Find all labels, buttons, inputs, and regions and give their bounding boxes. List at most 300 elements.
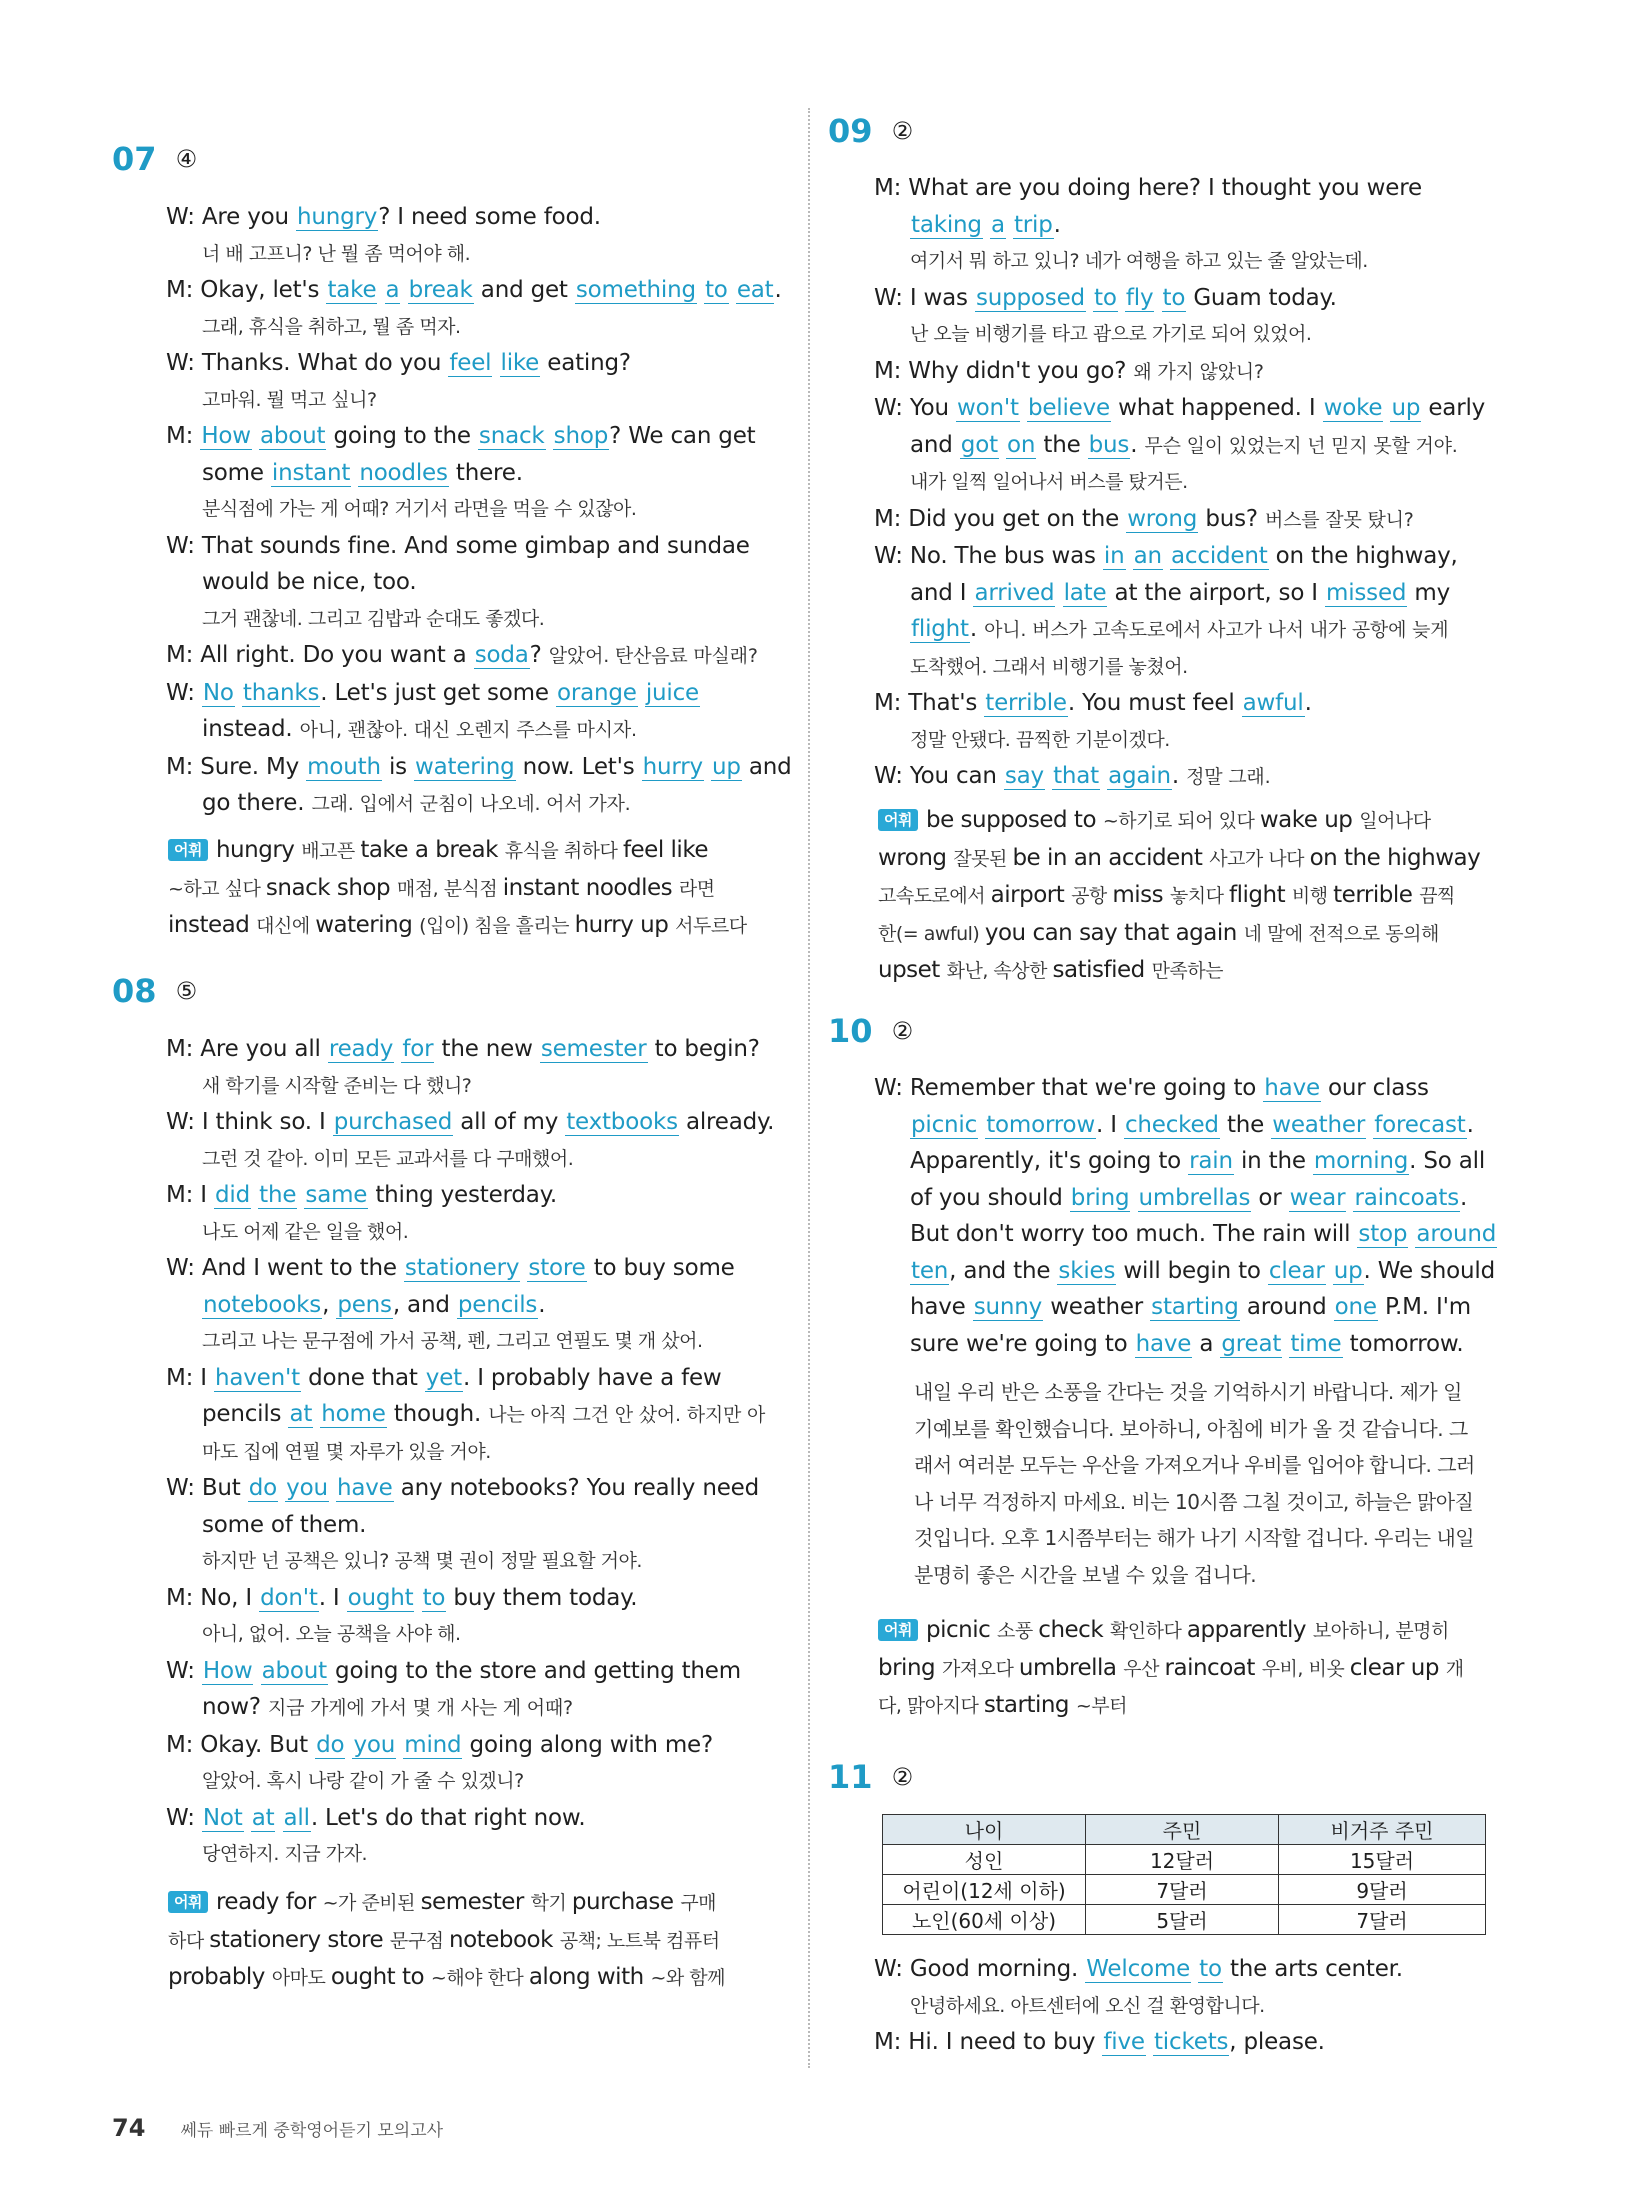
text-segment: raincoat bbox=[1164, 1654, 1262, 1681]
dialogue-line bbox=[874, 501, 1485, 539]
vocab-line bbox=[878, 915, 1480, 953]
text-segment bbox=[329, 1475, 336, 1501]
dialogue-line bbox=[166, 1396, 774, 1434]
text-segment: clear up bbox=[1349, 1654, 1446, 1681]
answer-blank: forecast bbox=[1374, 1111, 1466, 1138]
text-segment bbox=[492, 350, 499, 376]
text-segment: pencils bbox=[202, 1401, 289, 1427]
text-segment: 난 오늘 비행기를 타고 괌으로 가기로 되어 있었어. bbox=[910, 323, 1312, 345]
answer-blank: bring bbox=[1070, 1184, 1130, 1211]
text-segment: ? I need some food. bbox=[378, 204, 601, 230]
translation-line bbox=[166, 1323, 774, 1360]
table-row bbox=[883, 1845, 1486, 1875]
text-segment bbox=[1086, 285, 1093, 311]
table-row bbox=[883, 1905, 1486, 1935]
text-segment: starting bbox=[983, 1692, 1076, 1718]
answer-blank: that bbox=[1053, 763, 1099, 789]
text-segment: of you should bbox=[910, 1184, 1070, 1211]
text-segment: . I bbox=[318, 1584, 347, 1611]
answer-blank: terrible bbox=[985, 690, 1067, 716]
text-segment: instead bbox=[168, 912, 257, 938]
question-10-vocab bbox=[878, 1612, 1464, 1725]
text-segment: thing yesterday. bbox=[368, 1182, 557, 1208]
text-segment: 그리고 나는 문구점에 가서 공책, 펜, 그리고 연필도 몇 개 샀어. bbox=[202, 1330, 703, 1352]
question-07-dialogue bbox=[166, 199, 792, 823]
text-segment: in the bbox=[1233, 1148, 1313, 1174]
answer-blank: checked bbox=[1124, 1111, 1219, 1138]
translation-line: 내일 우리 반은 소풍을 간다는 것을 기억하시기 바랍니다. 제가 일 bbox=[914, 1380, 1462, 1404]
text-segment bbox=[1055, 580, 1062, 606]
answer-blank: notebooks bbox=[203, 1291, 322, 1318]
translation-line: 분명히 좋은 시간을 보낼 수 있을 겁니다. bbox=[914, 1562, 1257, 1587]
korean-text: 아니, 괜찮아. 대신 오렌지 주스를 마시자. bbox=[299, 719, 637, 741]
table-cell: 어린이(12세 이하) bbox=[883, 1875, 1086, 1905]
korean-text: 학기 bbox=[530, 1892, 572, 1914]
text-segment: and get bbox=[473, 277, 575, 303]
text-segment: already. bbox=[678, 1109, 775, 1135]
text-segment bbox=[638, 680, 645, 706]
text-segment: on the highway, bbox=[1268, 543, 1458, 569]
translation-line bbox=[166, 1214, 774, 1251]
korean-text: 놓치다 bbox=[1169, 885, 1230, 907]
text-segment: have bbox=[910, 1294, 973, 1320]
dialogue-line bbox=[874, 170, 1485, 207]
answer-blank: for bbox=[402, 1036, 434, 1062]
text-segment: take a break bbox=[360, 837, 505, 863]
answer-blank: take bbox=[327, 277, 377, 303]
table-header-cell: 주민 bbox=[1086, 1815, 1279, 1845]
korean-text: ~하고 싶다 bbox=[168, 877, 266, 900]
vocab-line bbox=[878, 952, 1480, 990]
text-segment: around bbox=[1239, 1294, 1334, 1320]
dialogue-line bbox=[874, 758, 1485, 796]
question-08-header bbox=[112, 972, 197, 1016]
text-segment: ? We can get bbox=[609, 423, 756, 449]
table-cell: 7달러 bbox=[1086, 1875, 1279, 1905]
text-segment: . bbox=[1053, 211, 1061, 238]
answer-blank: like bbox=[500, 350, 540, 376]
text-segment: now. Let's bbox=[515, 753, 642, 780]
dialogue-line bbox=[166, 272, 792, 309]
text-segment: bus? bbox=[1198, 505, 1265, 532]
answer-blank: time bbox=[1290, 1330, 1342, 1357]
text-segment: going along with me? bbox=[462, 1731, 714, 1758]
text-segment: M: I bbox=[166, 1364, 214, 1391]
korean-text: (입이) 침을 흘리는 bbox=[419, 915, 575, 937]
answer-blank: great bbox=[1221, 1330, 1282, 1357]
translation-line bbox=[874, 316, 1485, 353]
answer-blank: you bbox=[286, 1475, 328, 1501]
text-segment bbox=[252, 423, 259, 449]
korean-text: 아마도 bbox=[271, 1967, 331, 1989]
answer-blank: textbooks bbox=[566, 1109, 678, 1135]
text-segment: to begin? bbox=[647, 1036, 760, 1062]
text-segment: and I bbox=[910, 579, 974, 606]
text-segment: feel like bbox=[622, 837, 708, 863]
dialogue-line bbox=[166, 1800, 774, 1837]
answer-blank: again bbox=[1108, 763, 1171, 789]
text-segment bbox=[983, 212, 990, 238]
answer-blank: haven't bbox=[215, 1364, 300, 1391]
text-segment: check bbox=[1038, 1617, 1110, 1643]
vocab-badge: 어휘 bbox=[878, 809, 918, 831]
dialogue-line bbox=[166, 455, 792, 492]
table-header-cell: 비거주 주민 bbox=[1279, 1815, 1486, 1845]
answer-blank: in bbox=[1103, 543, 1125, 569]
dialogue-line bbox=[166, 1031, 774, 1068]
text-segment: a bbox=[1192, 1330, 1221, 1357]
korean-text: 화난, 속상한 bbox=[946, 960, 1053, 982]
text-segment: W: But bbox=[166, 1475, 248, 1501]
text-segment: 마도 집에 연필 몇 자루가 있을 거야. bbox=[202, 1440, 491, 1463]
dialogue-line bbox=[166, 1689, 774, 1727]
vocab-badge: 어휘 bbox=[168, 839, 208, 861]
text-segment: . I probably have a few bbox=[462, 1364, 722, 1391]
text-segment: hurry up bbox=[574, 912, 676, 938]
text-segment bbox=[244, 1805, 251, 1831]
answer-blank: wrong bbox=[1127, 505, 1198, 532]
answer-blank: awful bbox=[1242, 690, 1304, 716]
text-segment bbox=[1020, 395, 1027, 421]
text-segment: W: Good morning. bbox=[874, 1956, 1086, 1982]
text-segment: instant noodles bbox=[502, 874, 679, 901]
text-segment: flight bbox=[1229, 882, 1292, 908]
answer-blank: up bbox=[1333, 1257, 1363, 1284]
text-segment: . I bbox=[1096, 1111, 1124, 1138]
text-segment bbox=[414, 1585, 421, 1611]
column-divider bbox=[808, 108, 810, 2068]
answer-blank: at bbox=[251, 1804, 275, 1831]
translation-line bbox=[874, 243, 1485, 280]
answer-blank: rain bbox=[1189, 1148, 1233, 1174]
vocab-line bbox=[168, 1884, 725, 1922]
answer-blank: clear bbox=[1268, 1257, 1325, 1284]
dialogue-line bbox=[874, 1326, 1497, 1363]
answer-blank: have bbox=[1264, 1075, 1320, 1101]
text-segment: 분식점에 가는 게 어때? 거기서 라면을 먹을 수 있잖아. bbox=[202, 498, 637, 520]
dialogue-line bbox=[166, 1287, 774, 1324]
text-segment: W: Are you bbox=[166, 204, 296, 230]
text-segment bbox=[377, 277, 384, 303]
answer-blank: a bbox=[385, 277, 400, 303]
answer-mark: ② bbox=[891, 1017, 914, 1045]
vocab-line bbox=[168, 1922, 725, 1960]
question-08-vocab bbox=[168, 1884, 725, 1997]
question-number: 10 bbox=[828, 1012, 873, 1050]
text-segment: some of them. bbox=[202, 1511, 367, 1538]
korean-text: 하다 bbox=[168, 1929, 210, 1952]
dialogue-line bbox=[166, 675, 792, 712]
text-segment: 하지만 넌 공책은 있니? 공책 몇 권이 정말 필요할 거야. bbox=[202, 1550, 642, 1572]
text-segment: instead. bbox=[202, 716, 300, 742]
answer-blank: arrived bbox=[974, 579, 1055, 606]
answer-blank: watering bbox=[415, 753, 515, 780]
translation-line bbox=[166, 382, 792, 419]
text-segment: W: Thanks. What do you bbox=[166, 350, 449, 376]
dialogue-line bbox=[166, 711, 792, 749]
text-segment bbox=[704, 754, 711, 780]
text-segment bbox=[999, 432, 1006, 458]
translation-line bbox=[874, 649, 1485, 686]
text-segment: at the airport, so I bbox=[1107, 579, 1325, 606]
dialogue-line bbox=[166, 564, 792, 601]
answer-blank: did bbox=[215, 1182, 250, 1208]
answer-blank: starting bbox=[1151, 1294, 1239, 1320]
text-segment bbox=[1163, 543, 1170, 569]
korean-text: 버스를 잘못 탔니? bbox=[1265, 508, 1414, 531]
vocab-line bbox=[878, 1687, 1464, 1725]
dialogue-line bbox=[166, 528, 792, 565]
answer-blank: got bbox=[960, 431, 998, 458]
korean-text: 일어나다 bbox=[1359, 810, 1431, 832]
translation-line bbox=[166, 1616, 774, 1653]
vocab-line bbox=[878, 1650, 1464, 1688]
dialogue-line bbox=[874, 1216, 1497, 1253]
text-segment: . bbox=[969, 616, 985, 642]
text-segment: tomorrow. bbox=[1342, 1330, 1464, 1357]
question-09-header bbox=[828, 112, 913, 156]
text-segment: though. bbox=[386, 1401, 489, 1427]
text-segment: eating? bbox=[540, 350, 631, 376]
answer-blank: around bbox=[1416, 1221, 1497, 1247]
text-segment: 그런 것 같아. 이미 모든 교과서를 다 구매했어. bbox=[202, 1147, 574, 1170]
answer-blank: up bbox=[712, 753, 741, 780]
korean-text: 한(= awful) bbox=[878, 922, 985, 945]
text-segment: W: You can bbox=[874, 763, 1004, 789]
answer-blank: No bbox=[202, 679, 234, 706]
text-segment: the arts center. bbox=[1222, 1956, 1403, 1982]
korean-text: 공책; 노트북 컴퓨터 bbox=[559, 1929, 720, 1952]
answer-blank: to bbox=[1199, 1956, 1222, 1982]
text-segment: . Let's do that right now. bbox=[310, 1804, 586, 1831]
text-segment: stationery store bbox=[209, 1926, 390, 1953]
answer-blank: fly bbox=[1125, 284, 1154, 311]
text-segment: M: Hi. I need to buy bbox=[874, 2029, 1103, 2055]
text-segment: 정말 안됐다. 끔찍한 기분이겠다. bbox=[910, 728, 1170, 751]
text-segment: some bbox=[202, 459, 271, 486]
answer-mark: ⑤ bbox=[175, 977, 198, 1005]
dialogue-line bbox=[874, 538, 1485, 575]
text-segment: M: Why didn't you go? bbox=[874, 357, 1134, 384]
text-segment: the bbox=[1219, 1111, 1272, 1138]
answer-blank: umbrellas bbox=[1138, 1184, 1251, 1211]
korean-text: 서두르다 bbox=[675, 915, 747, 937]
text-segment: 새 학기를 시작할 준비는 다 했니? bbox=[202, 1074, 472, 1097]
text-segment: , please. bbox=[1229, 2029, 1325, 2055]
answer-blank: sunny bbox=[973, 1294, 1043, 1320]
text-segment: buy them today. bbox=[446, 1584, 638, 1611]
korean-text: 보아하니, 분명히 bbox=[1312, 1620, 1449, 1642]
text-segment: But don't worry too much. The rain will bbox=[910, 1221, 1358, 1247]
text-segment: ready for bbox=[215, 1889, 323, 1915]
text-segment: , and bbox=[392, 1291, 457, 1318]
vocab-line bbox=[168, 870, 747, 908]
text-segment: satisfied bbox=[1052, 957, 1152, 983]
question-09-dialogue bbox=[874, 170, 1485, 796]
text-segment: W: And I went to the bbox=[166, 1255, 404, 1281]
book-title: 쎄듀 빠르게 중학영어듣기 모의고사 bbox=[180, 2120, 444, 2141]
translation-line bbox=[874, 464, 1485, 501]
answer-blank: missed bbox=[1326, 579, 1407, 606]
text-segment: M: Okay, let's bbox=[166, 277, 327, 303]
text-segment: . bbox=[1460, 1184, 1468, 1211]
text-segment: W: No. The bus was bbox=[874, 543, 1103, 569]
text-segment: semester bbox=[420, 1889, 531, 1915]
dialogue-line bbox=[166, 1653, 774, 1690]
dialogue-line bbox=[166, 1727, 774, 1764]
answer-blank: Not bbox=[202, 1804, 243, 1831]
answer-blank: soda bbox=[474, 642, 529, 668]
text-segment: . bbox=[1171, 763, 1187, 789]
text-segment: apparently bbox=[1186, 1617, 1313, 1643]
answer-blank: one bbox=[1334, 1294, 1377, 1320]
answer-mark: ② bbox=[891, 1763, 914, 1791]
answer-blank: yet bbox=[425, 1364, 462, 1391]
text-segment: . bbox=[1130, 431, 1145, 458]
answer-blank: picnic bbox=[911, 1111, 978, 1138]
translation-line bbox=[166, 309, 792, 346]
answer-blank: break bbox=[408, 277, 473, 303]
translation-line bbox=[874, 722, 1485, 759]
answer-blank: say bbox=[1004, 763, 1044, 789]
answer-blank: late bbox=[1063, 579, 1107, 606]
answer-blank: about bbox=[260, 423, 326, 449]
answer-blank: you bbox=[353, 1731, 396, 1758]
answer-blank: ready bbox=[328, 1036, 394, 1062]
text-segment: go there. bbox=[202, 790, 312, 816]
text-segment: . So all bbox=[1409, 1148, 1486, 1174]
korean-text: 비행 bbox=[1291, 885, 1334, 907]
translation-line bbox=[166, 491, 792, 528]
korean-text: 나는 아직 그건 안 샀어. 하지만 아 bbox=[488, 1404, 766, 1426]
dialogue-line bbox=[874, 427, 1485, 465]
text-segment bbox=[275, 1805, 282, 1831]
korean-text: 왜 가지 않았니? bbox=[1133, 360, 1264, 383]
question-10-translation bbox=[914, 1374, 1475, 1593]
text-segment bbox=[1045, 763, 1052, 789]
answer-blank: bus bbox=[1088, 431, 1130, 458]
answer-blank: ought bbox=[347, 1584, 414, 1611]
text-segment: 도착했어. 그래서 비행기를 놓쳤어. bbox=[910, 655, 1188, 678]
korean-text: ~하기로 되어 있다 bbox=[1102, 810, 1260, 832]
question-11-dialogue bbox=[874, 1951, 1403, 2061]
korean-text: 무슨 일이 있었는지 넌 믿지 못할 거야. bbox=[1144, 434, 1458, 457]
dialogue-line bbox=[166, 1360, 774, 1397]
dialogue-line bbox=[166, 345, 792, 382]
text-segment: on the highway bbox=[1309, 844, 1481, 871]
answer-blank: tickets bbox=[1153, 2029, 1229, 2055]
translation-line: 래서 여러분 모두는 우산을 가져오거나 우비를 입어야 합니다. 그러 bbox=[914, 1453, 1475, 1477]
text-segment: the bbox=[1036, 431, 1088, 458]
dialogue-line bbox=[874, 1180, 1497, 1217]
answer-blank: semester bbox=[540, 1036, 647, 1062]
text-segment: M: What are you doing here? I thought you were bbox=[874, 175, 1422, 201]
text-segment: sure we're going to bbox=[910, 1330, 1135, 1357]
answer-blank: to bbox=[1162, 284, 1186, 311]
text-segment: Apparently, it's going to bbox=[910, 1148, 1189, 1174]
answer-blank: hungry bbox=[296, 204, 378, 230]
table-cell: 성인 bbox=[883, 1845, 1086, 1875]
answer-blank: juice bbox=[645, 679, 699, 706]
table-row bbox=[883, 1875, 1486, 1905]
dialogue-line bbox=[874, 685, 1485, 722]
question-10-header bbox=[828, 1012, 913, 1056]
answer-blank: accident bbox=[1171, 543, 1268, 569]
translation-line: 것입니다. 오후 1시쯤부터는 해가 나기 시작할 겁니다. 우리는 내일 bbox=[914, 1526, 1475, 1550]
text-segment: 알았어. 혹시 나랑 같이 가 줄 수 있겠니? bbox=[202, 1770, 524, 1792]
text-segment bbox=[235, 680, 242, 706]
answer-blank: Welcome bbox=[1086, 1956, 1191, 1982]
text-segment: M: Did you get on the bbox=[874, 505, 1127, 532]
dialogue-line bbox=[874, 1107, 1497, 1144]
text-segment: Guam today. bbox=[1186, 284, 1337, 311]
answer-blank: How bbox=[201, 423, 251, 449]
dialogue-line bbox=[874, 390, 1485, 427]
text-segment: my bbox=[1407, 579, 1451, 606]
translation-line bbox=[166, 1763, 774, 1800]
text-segment: miss bbox=[1112, 882, 1170, 908]
dialogue-line bbox=[166, 749, 792, 786]
vocab-line bbox=[168, 832, 747, 870]
answer-blank: ten bbox=[911, 1257, 949, 1284]
answer-blank: shop bbox=[553, 423, 609, 449]
table-cell: 5달러 bbox=[1086, 1905, 1279, 1935]
text-segment: done that bbox=[300, 1364, 425, 1391]
answer-blank: something bbox=[575, 277, 696, 303]
dialogue-line bbox=[166, 785, 792, 823]
answer-blank: five bbox=[1103, 2029, 1145, 2055]
text-segment: early bbox=[1421, 395, 1486, 421]
text-segment: . bbox=[1466, 1111, 1474, 1138]
korean-text: 문구점 bbox=[389, 1929, 450, 1952]
text-segment: W: bbox=[166, 1657, 202, 1684]
text-segment: hungry bbox=[215, 837, 302, 863]
answer-blank: stop bbox=[1358, 1221, 1408, 1247]
text-segment: 고마워. 뭘 먹고 싶니? bbox=[202, 388, 377, 411]
answer-blank: stationery bbox=[404, 1255, 520, 1281]
text-segment bbox=[400, 277, 407, 303]
text-segment: M: I bbox=[166, 1182, 214, 1208]
korean-text: 끔찍 bbox=[1419, 885, 1455, 907]
translation-line bbox=[166, 1141, 774, 1178]
question-10-dialogue bbox=[874, 1070, 1497, 1362]
text-segment: 그거 괜찮네. 그리고 김밥과 순대도 좋겠다. bbox=[202, 607, 545, 630]
table-header-row bbox=[883, 1815, 1486, 1845]
vocab-line bbox=[878, 802, 1480, 840]
text-segment: , bbox=[322, 1291, 337, 1318]
answer-blank: skies bbox=[1058, 1257, 1116, 1284]
question-number: 08 bbox=[112, 972, 157, 1010]
korean-text: 개 bbox=[1445, 1657, 1464, 1680]
translation-line: 기예보를 확인했습니다. 보아하니, 아침에 비가 올 것 같습니다. 그 bbox=[914, 1416, 1468, 1441]
answer-blank: same bbox=[305, 1182, 368, 1208]
text-segment: M: No, I bbox=[166, 1584, 260, 1611]
answer-blank: pens bbox=[337, 1291, 392, 1318]
korean-text: 지금 가게에 가서 몇 개 사는 게 어때? bbox=[267, 1697, 573, 1719]
answer-mark: ④ bbox=[175, 145, 198, 173]
text-segment: airport bbox=[990, 882, 1072, 908]
text-segment bbox=[697, 277, 704, 303]
korean-text: ~해야 한다 bbox=[430, 1967, 529, 1989]
text-segment: . You must feel bbox=[1067, 690, 1242, 716]
dialogue-line bbox=[874, 280, 1485, 317]
answer-blank: store bbox=[528, 1255, 586, 1281]
text-segment: 당연하지. 지금 가자. bbox=[202, 1843, 367, 1865]
text-segment: 내가 일찍 일어나서 버스를 탔거든. bbox=[910, 471, 1188, 493]
text-segment bbox=[253, 1658, 260, 1684]
text-segment bbox=[1006, 212, 1013, 238]
text-segment: W: bbox=[166, 679, 202, 706]
